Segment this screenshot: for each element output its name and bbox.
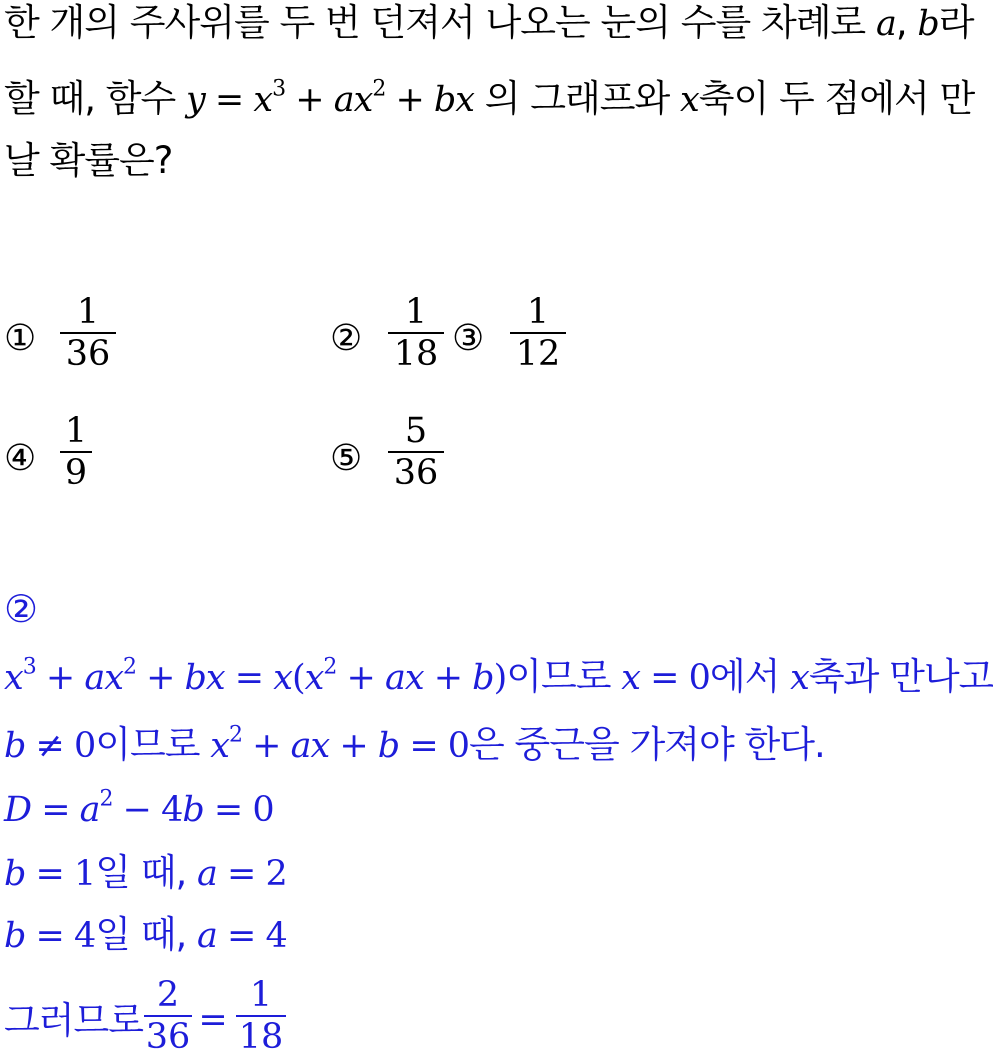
choice-5-marker: ⑤ [330,438,363,479]
choice-4-marker: ④ [4,438,37,479]
solution-line-6-label: 그러므로 [4,999,143,1042]
choice-2-marker: ② [330,318,363,359]
solution-fraction-1: 2 36 [145,975,191,1057]
question-line-3: 날 확률은? [4,139,173,182]
choice-5-fraction: 5 36 [388,411,444,493]
solution-line-4: b = 1일 때, a = 2 [4,851,287,894]
choice-2-fraction: 1 18 [388,292,444,374]
choice-1-marker: ① [4,318,37,359]
choice-1-fraction: 1 36 [60,292,116,374]
solution-line-2: b ≠ 0이므로 $x^2$ + ax + b = 0은 중근을 가져야 한다. [4,722,825,766]
solution-line-1: $x^3 + ax^2$ + bx = $x(x^2$ + ax + b)이므로 x = 0에서 x축과 만나고 [4,654,993,698]
choice-3-marker: ③ [452,318,485,359]
choice-3-fraction: 1 12 [510,292,566,374]
choice-4-fraction: 1 9 [60,411,92,493]
solution-line-3: $D = a^2 - 4b = 0$ [4,786,274,830]
solution-line-5: b = 4일 때, a = 4 [4,913,287,956]
solution-fraction-2: 1 18 [236,975,286,1057]
solution-equals: = [198,1000,228,1040]
question-line-2: 할 때, 함수 $y = x^3 + ax^2$ + bx 의 그래프와 x축이 두 점에서 만 [4,76,975,120]
answer-marker: ② [4,587,38,631]
question-line-1: 한 개의 주사위를 두 번 던져서 나오는 눈의 수를 차례로 a, b라 [4,1,974,44]
